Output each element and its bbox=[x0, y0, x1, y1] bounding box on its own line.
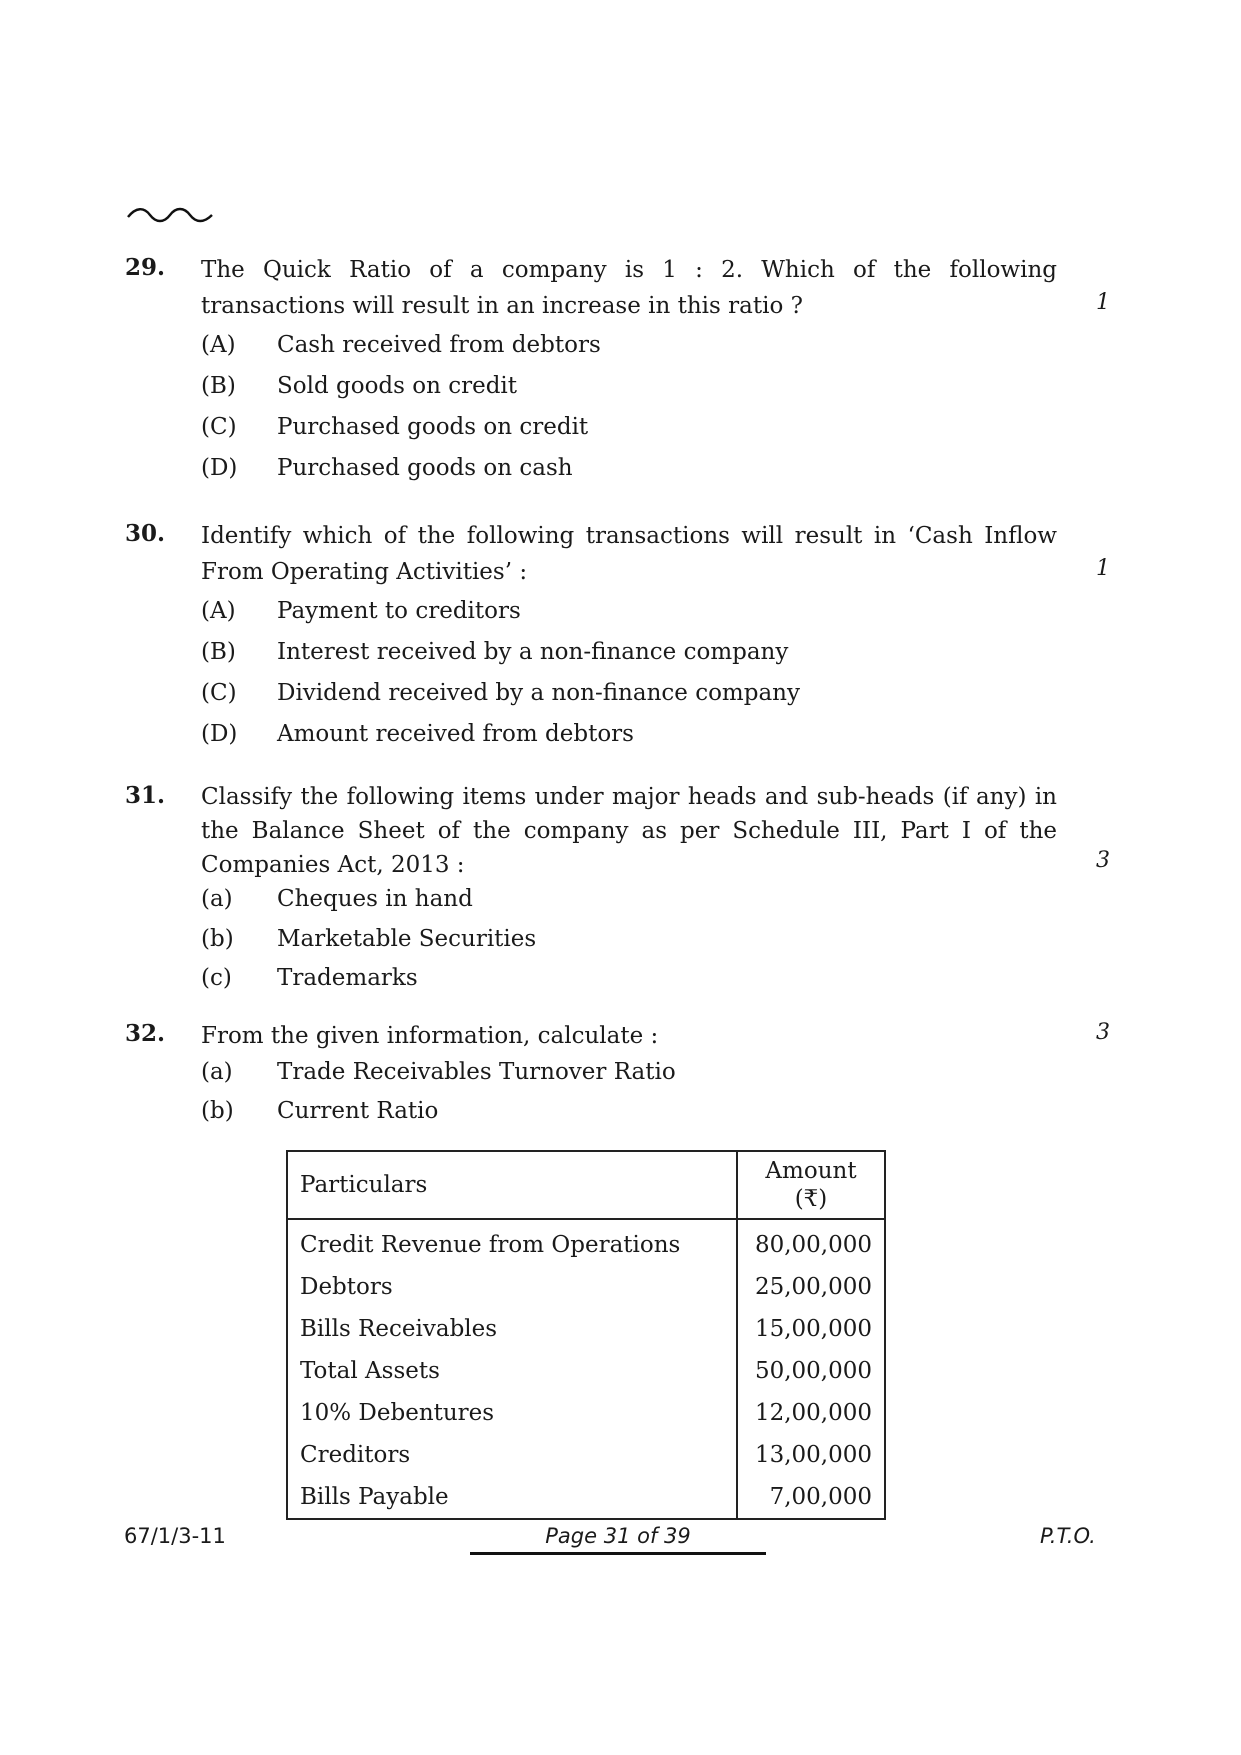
table-row: 10% Debentures 12,00,000 bbox=[287, 1392, 885, 1434]
question-text: The Quick Ratio of a company is 1 : 2. Which of the following transactions will result in an increase in this ratio ? bbox=[201, 257, 1057, 319]
table-row: Credit Revenue from Operations 80,00,000 bbox=[287, 1219, 885, 1266]
table-row: Total Assets 50,00,000 bbox=[287, 1350, 885, 1392]
option-a: (A) Cash received from debtors bbox=[201, 332, 601, 358]
option-c: (C) Purchased goods on credit bbox=[201, 414, 589, 440]
table-row: Creditors 13,00,000 bbox=[287, 1434, 885, 1476]
particulars-header: Particulars bbox=[287, 1151, 737, 1219]
option-c: (C) Dividend received by a non-finance company bbox=[201, 680, 800, 706]
question-number: 32. bbox=[125, 1020, 166, 1047]
paper-code: 67/1/3-11 bbox=[124, 1524, 226, 1548]
question-marks: 1 bbox=[1096, 556, 1110, 581]
page-number: Page 31 of 39 bbox=[470, 1524, 766, 1555]
question-marks: 3 bbox=[1096, 1020, 1110, 1045]
question-number: 31. bbox=[125, 782, 166, 809]
table-header-row bbox=[287, 1151, 885, 1219]
question-text: Identify which of the following transactions will result in ‘Cash Inflow From Operating Activities’ : bbox=[201, 523, 1057, 585]
amount-header: Amount (₹) bbox=[737, 1151, 885, 1219]
option-a: (A) Payment to creditors bbox=[201, 598, 521, 624]
question-text: From the given information, calculate : bbox=[201, 1023, 659, 1049]
option-c: (c) Trademarks bbox=[201, 965, 418, 991]
financial-data-table bbox=[286, 1150, 886, 1520]
table-row: Bills Payable 7,00,000 bbox=[287, 1476, 885, 1519]
pto-label: P.T.O. bbox=[1040, 1524, 1096, 1548]
option-a: (a) Cheques in hand bbox=[201, 886, 473, 912]
option-b: (b) Current Ratio bbox=[201, 1098, 439, 1124]
option-b: (B) Interest received by a non-finance company bbox=[201, 639, 789, 665]
option-d: (D) Purchased goods on cash bbox=[201, 455, 573, 481]
table-row: Bills Receivables 15,00,000 bbox=[287, 1308, 885, 1350]
currency-label: (₹) bbox=[794, 1186, 828, 1212]
question-number: 29. bbox=[125, 254, 166, 281]
option-b: (B) Sold goods on credit bbox=[201, 373, 518, 399]
wave-decoration-icon bbox=[126, 205, 214, 225]
table-row: Debtors 25,00,000 bbox=[287, 1266, 885, 1308]
option-d: (D) Amount received from debtors bbox=[201, 721, 634, 747]
question-text: Classify the following items under major heads and sub-heads (if any) in the Balance Sheet of the company as per Schedule III, Part I of the Companies Act, 2013 : bbox=[201, 784, 1057, 878]
question-marks: 3 bbox=[1096, 848, 1110, 873]
option-a: (a) Trade Receivables Turnover Ratio bbox=[201, 1059, 676, 1085]
option-b: (b) Marketable Securities bbox=[201, 926, 537, 952]
question-marks: 1 bbox=[1096, 290, 1110, 315]
question-number: 30. bbox=[125, 520, 166, 547]
